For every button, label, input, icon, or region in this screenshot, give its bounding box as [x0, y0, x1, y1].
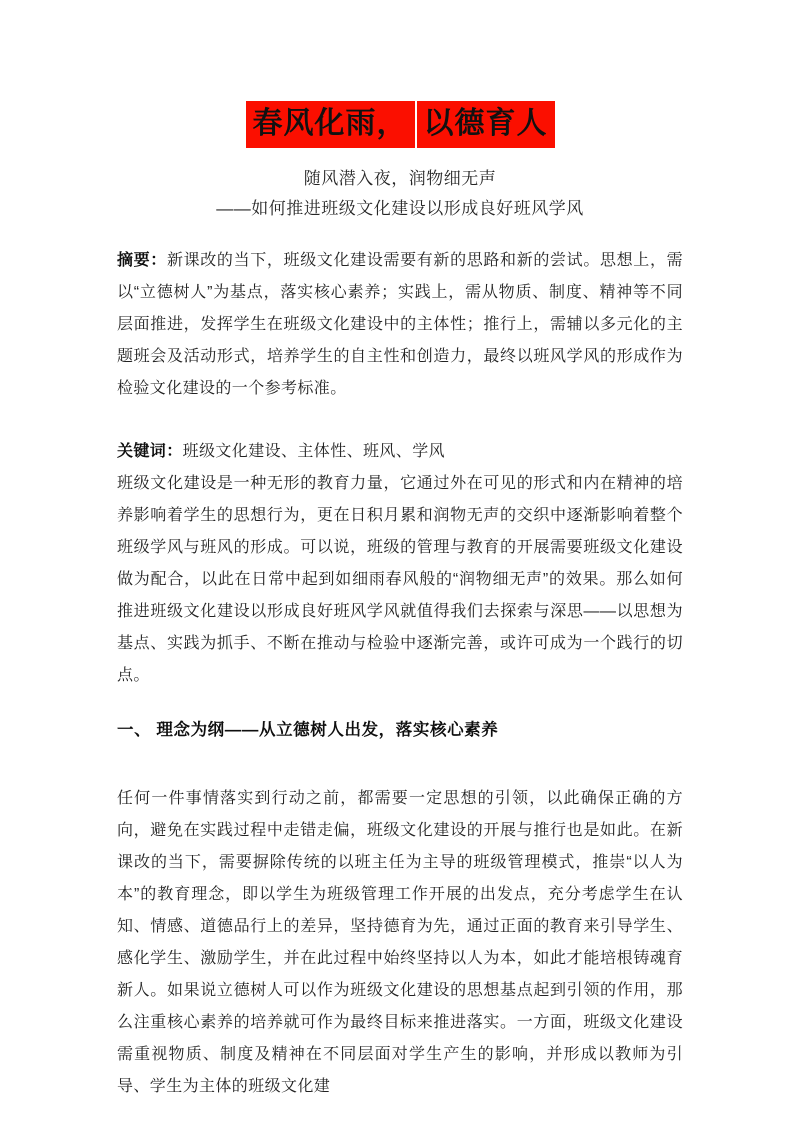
title-highlight-part1: 春风化雨，	[246, 101, 415, 148]
section1-heading: 一、 理念为纲——从立德树人出发，落实核心素养	[117, 721, 499, 739]
document-body	[117, 245, 683, 1103]
keywords-text: 班级文化建设、主体性、班风、学风	[182, 443, 446, 460]
intro-paragraph: 班级文化建设是一种无形的教育力量，它通过外在可见的形式和内在精神的培养影响着学生的思想行为，更在日积月累和润物无声的交织中逐渐影响着整个班级学风与班风的形成。可以说，班级的管理与教育的开展需要班级文化建设做为配合，以此在日常中起到如细雨春风般的“润物细无声”的效果。那么如何推进班级文化建设以形成良好班风学风就值得我们去探索与深思——以思想为基点、实践为抓手、不断在推动与检验中逐渐完善，或许可成为一个践行的切点。	[117, 475, 683, 684]
title-highlight-part2: 以德育人	[417, 101, 555, 148]
subtitle-block	[0, 164, 800, 224]
keywords-line	[117, 436, 683, 468]
section1-paragraph: 任何一件事情落实到行动之前，都需要一定思想的引领，以此确保正确的方向，避免在实践过程中走错走偏，班级文化建设的开展与推行也是如此。在新课改的当下，需要摒除传统的以班主任为主导的班级管理模式，推崇“以人为本”的教育理念，即以学生为班级管理工作开展的出发点，充分考虑学生在认知、情感、道德品行上的差异，坚持德育为先，通过正面的教育来引导学生、感化学生、激励学生，并在此过程中始终坚持以人为本，如此才能培根铸魂育新人。如果说立德树人可以作为班级文化建设的思想基点起到引领的作用，那么注重核心素养的培养就可作为最终目标来推进落实。一方面，班级文化建设需重视物质、制度及精神在不同层面对学生产生的影响，并形成以教师为引导、学生为主体的班级文化建	[117, 790, 683, 1095]
document-title	[0, 0, 800, 148]
keywords-label: 关键词：	[117, 443, 183, 460]
subtitle-line2: ——如何推进班级文化建设以形成良好班风学风	[216, 199, 584, 218]
abstract-paragraph	[117, 245, 683, 405]
subtitle-line1: 随风潜入夜，润物细无声	[303, 169, 497, 188]
abstract-label: 摘要：	[117, 252, 167, 269]
abstract-text: 新课改的当下，班级文化建设需要有新的思路和新的尝试。思想上，需以“立德树人”为基点，落实核心素养；实践上，需从物质、制度、精神等不同层面推进，发挥学生在班级文化建设中的主体性；推行上，需辅以多元化的主题班会及活动形式，培养学生的自主性和创造力，最终以班风学风的形成作为检验文化建设的一个参考标准。	[117, 252, 683, 397]
